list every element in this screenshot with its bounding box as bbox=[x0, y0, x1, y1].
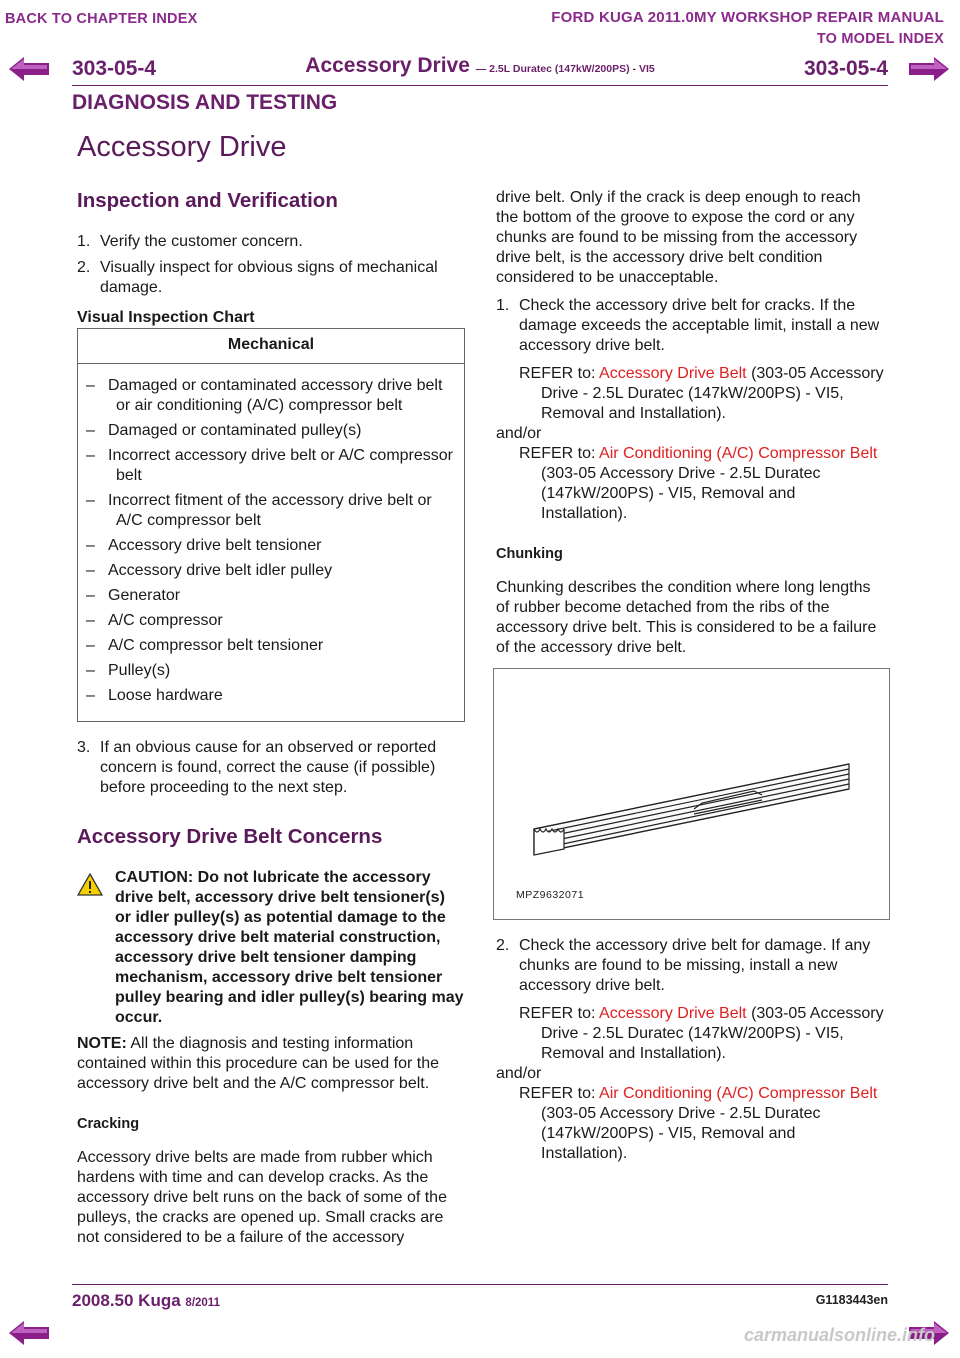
step-text: Verify the customer concern. bbox=[100, 233, 303, 250]
watermark: carmanualsonline.info bbox=[743, 1325, 935, 1345]
step-number: 1. bbox=[77, 233, 91, 250]
table-cell bbox=[78, 364, 465, 722]
step-2 bbox=[77, 258, 465, 298]
cracking-paragraph: Accessory drive belts are made from rubber which hardens with time and can develop cracks. As the accessory drive belt runs on the back of some of the pulleys, the cracks are opened up. Small cracks are not considered to be a failure of the accessory bbox=[77, 1149, 447, 1246]
and-or-label-2: and/or bbox=[496, 1065, 542, 1082]
page-heading: Accessory Drive bbox=[77, 131, 287, 163]
caution-text: CAUTION: Do not lubricate the accessory drive belt, accessory drive belt tensioner(s) or idler pulley(s) as potential damage to the accessory drive belt material construction, accessory drive belt tensioner damping mechanism, accessory drive belt tensioner pulley bearing and idler pulley(s) bearing may occur. bbox=[115, 869, 464, 1026]
visual-inspection-table bbox=[77, 328, 465, 722]
header-page-code-right: 303-05-4 bbox=[803, 57, 888, 80]
refer-belt-2: REFER to: Accessory Drive Belt (303-05 Accessory Drive - 2.5L Duratec (147kW/200PS) - VI5, Removal and Installation). bbox=[519, 1005, 884, 1062]
header-divider bbox=[72, 85, 888, 86]
heading-cracking: Cracking bbox=[77, 1116, 140, 1132]
belt-illustration bbox=[493, 668, 890, 920]
list-item: – Accessory drive belt tensioner bbox=[86, 537, 322, 554]
step-text: Check the accessory drive belt for cracks. If the damage exceeds the acceptable limit, install a new accessory drive belt. bbox=[519, 297, 880, 354]
ac-compressor-belt-link-2[interactable]: Air Conditioning (A/C) Compressor Belt bbox=[599, 1085, 878, 1102]
refer-block-3 bbox=[496, 1004, 884, 1064]
right-column bbox=[496, 188, 884, 1164]
refer-block-4 bbox=[496, 1084, 884, 1164]
step-number: 2. bbox=[77, 259, 91, 276]
to-model-index-link[interactable]: TO MODEL INDEX bbox=[816, 31, 944, 47]
ac-compressor-belt-link[interactable]: Air Conditioning (A/C) Compressor Belt bbox=[599, 445, 878, 462]
heading-inspection: Inspection and Verification bbox=[77, 189, 338, 212]
check-step-2 bbox=[496, 936, 884, 996]
refer-ac: REFER to: Air Conditioning (A/C) Compressor Belt (303-05 Accessory Drive - 2.5L Duratec (147kW/200PS) - VI5, Removal and Installation). bbox=[519, 445, 878, 522]
step-number: 2. bbox=[496, 937, 510, 954]
refer-block-1 bbox=[496, 364, 884, 424]
manual-title: FORD KUGA 2011.0MY WORKSHOP REPAIR MANUAL bbox=[551, 9, 944, 26]
warning-triangle-icon bbox=[77, 873, 103, 896]
heading-belt-concerns: Accessory Drive Belt Concerns bbox=[77, 825, 383, 848]
check-step-1 bbox=[496, 296, 884, 356]
step-text: Check the accessory drive belt for damage. If any chunks are found to be missing, install a new accessory drive belt. bbox=[519, 937, 871, 994]
step-number: 1. bbox=[496, 297, 510, 314]
visual-inspection-chart-label: Visual Inspection Chart bbox=[77, 309, 255, 326]
chunked-belt-drawing bbox=[494, 669, 891, 921]
step-1 bbox=[77, 232, 465, 252]
note-text: All the diagnosis and testing information contained within this procedure can be used for the accessory drive belt and the A/C compressor belt. bbox=[77, 1035, 440, 1092]
note-label: NOTE: bbox=[77, 1035, 127, 1052]
step-text: Visually inspect for obvious signs of mechanical damage. bbox=[100, 259, 438, 296]
list-item: – Loose hardware bbox=[86, 687, 223, 704]
step-number: 3. bbox=[77, 739, 91, 756]
header-title-suffix: — 2.5L Duratec (147kW/200PS) - VI5 bbox=[475, 63, 655, 75]
list-item: – A/C compressor belt tensioner bbox=[86, 637, 324, 654]
figure-caption: MPZ9632071 bbox=[516, 889, 585, 901]
previous-page-arrow-icon[interactable] bbox=[8, 1320, 50, 1346]
list-item: – Damaged or contaminated accessory drive belt or air conditioning (A/C) compressor belt bbox=[86, 377, 443, 414]
list-item: – Pulley(s) bbox=[86, 662, 171, 679]
footer-document-id: G1183443en bbox=[815, 1293, 888, 1307]
section-type: DIAGNOSIS AND TESTING bbox=[72, 91, 338, 114]
chunking-paragraph: Chunking describes the condition where long lengths of rubber become detached from the ribs of the accessory drive belt. This is considered to be a failure of the accessory drive belt. bbox=[496, 579, 877, 656]
footer-divider bbox=[72, 1284, 888, 1285]
cracking-continued-paragraph: drive belt. Only if the crack is deep enough to reach the bottom of the groove to expose the cord or any chunks are found to be missing from the accessory drive belt, is the accessory drive belt condition considered to be unacceptable. bbox=[496, 189, 861, 286]
accessory-drive-belt-link[interactable]: Accessory Drive Belt bbox=[599, 365, 747, 382]
refer-block-2 bbox=[496, 444, 884, 524]
back-to-chapter-index-link[interactable]: BACK TO CHAPTER INDEX bbox=[5, 11, 198, 27]
list-item: – A/C compressor bbox=[86, 612, 223, 629]
header-title-main: Accessory Drive bbox=[305, 54, 470, 77]
step-text: If an obvious cause for an observed or reported concern is found, correct the cause (if possible) before proceeding to the next step. bbox=[100, 739, 437, 796]
header-page-code-left: 303-05-4 bbox=[72, 57, 157, 80]
and-or-label: and/or bbox=[496, 425, 542, 442]
list-item: – Accessory drive belt idler pulley bbox=[86, 562, 333, 579]
heading-chunking: Chunking bbox=[496, 546, 563, 562]
list-item: – Generator bbox=[86, 587, 181, 604]
left-column bbox=[77, 188, 465, 1252]
footer-date: 8/2011 bbox=[185, 1297, 220, 1309]
footer-model: 2008.50 Kuga 8/2011 bbox=[72, 1291, 220, 1310]
accessory-drive-belt-link-2[interactable]: Accessory Drive Belt bbox=[599, 1005, 747, 1022]
refer-ac-2: REFER to: Air Conditioning (A/C) Compressor Belt (303-05 Accessory Drive - 2.5L Duratec (147kW/200PS) - VI5, Removal and Installation). bbox=[519, 1085, 878, 1162]
list-item: – Damaged or contaminated pulley(s) bbox=[86, 422, 362, 439]
list-item: – Incorrect fitment of the accessory drive belt or A/C compressor belt bbox=[86, 492, 432, 529]
list-item: – Incorrect accessory drive belt or A/C compressor belt bbox=[86, 447, 454, 484]
note-paragraph bbox=[77, 1034, 465, 1094]
table-header-mechanical: Mechanical bbox=[78, 329, 465, 364]
caution-block bbox=[77, 868, 465, 1028]
refer-belt: REFER to: Accessory Drive Belt (303-05 Accessory Drive - 2.5L Duratec (147kW/200PS) - VI5, Removal and Installation). bbox=[519, 365, 884, 422]
step-3 bbox=[77, 738, 465, 798]
